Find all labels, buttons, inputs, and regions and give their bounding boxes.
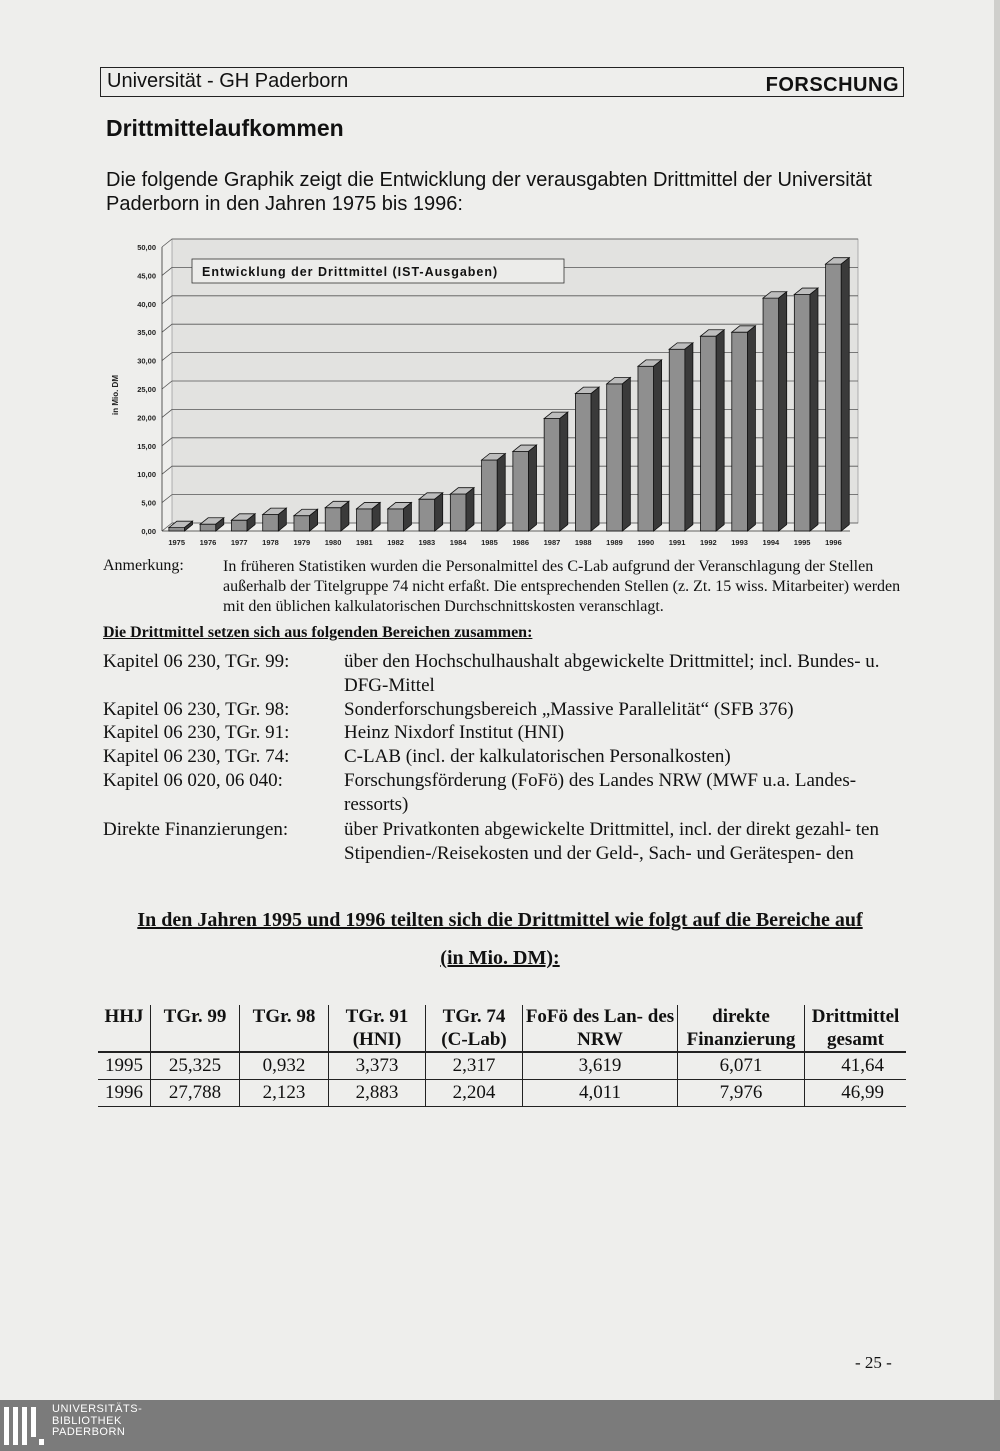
bar	[732, 332, 748, 531]
chapter-desc: Heinz Nixdorf Institut (HNI)	[344, 722, 565, 743]
bar	[325, 508, 341, 531]
table-cell: 7,976	[678, 1080, 805, 1107]
y-tick-label: 50,00	[137, 243, 156, 252]
chapter-desc: über Privatkonten abgewickelte Drittmittel, incl. der direkt gezahl- ten Stipendien-/Reisekosten und der Geld-, Sach- und Gerätespen- den	[344, 819, 879, 864]
y-tick-label: 40,00	[137, 299, 156, 309]
table-cell: 2,317	[426, 1052, 523, 1080]
x-tick-label: 1993	[731, 538, 748, 547]
note-text: In früheren Statistiken wurden die Personalmittel des C-Lab aufgrund der Veranschlagung der Stellen außerhalb der Titelgruppe 74 nicht erfaßt. Die entsprechenden Stellen (z. Zt. 15 wiss. Mitarbeiter) werden mit den üblichen kalkulatorischen Durchschnittskosten veranschlagt.	[223, 558, 901, 615]
table-cell: 46,99	[805, 1080, 907, 1107]
y-tick-label: 45,00	[137, 271, 156, 281]
bar	[513, 451, 529, 531]
chapter-label: Kapitel 06 230, TGr. 98:	[103, 699, 290, 720]
chapter-label: Kapitel 06 020, 06 040:	[103, 770, 283, 791]
table-cell: 2,123	[240, 1080, 329, 1107]
x-tick-label: 1996	[825, 538, 842, 547]
x-tick-label: 1992	[699, 538, 717, 547]
table-cell: 1996	[98, 1080, 151, 1107]
bar-side	[622, 377, 630, 531]
y-tick-label: 35,00	[137, 328, 156, 338]
bar	[231, 520, 247, 531]
y-tick-label: 20,00	[137, 413, 156, 423]
library-name-line: BIBLIOTHEK	[52, 1414, 122, 1427]
chapter-desc: Forschungsförderung (FoFö) des Landes NRW (MWF u.a. Landes- ressorts)	[344, 770, 857, 815]
table-cell: 0,932	[240, 1052, 329, 1080]
y-tick-label: 30,00	[137, 356, 156, 366]
bar	[263, 515, 279, 531]
chapter-desc: C-LAB (incl. der kalkulatorischen Personalkosten)	[344, 746, 731, 767]
x-tick-label: 1981	[355, 538, 373, 547]
header-section: FORSCHUNG	[765, 74, 899, 96]
x-tick-label: 1985	[481, 538, 498, 547]
bar	[826, 264, 842, 531]
bar-side	[654, 360, 662, 531]
x-tick-label: 1987	[543, 538, 561, 547]
table-cell: 2,204	[426, 1080, 523, 1107]
chapter-label: Kapitel 06 230, TGr. 74:	[103, 746, 290, 767]
table-cell: 6,071	[678, 1052, 805, 1080]
bar-side	[841, 258, 849, 531]
table-cell: 41,64	[805, 1052, 907, 1080]
x-tick-label: 1994	[762, 538, 780, 547]
library-logo-icon	[4, 1405, 44, 1449]
x-tick-label: 1976	[199, 538, 217, 547]
x-tick-label: 1982	[387, 538, 404, 547]
column-header: direkte Finanzierung	[678, 1005, 805, 1052]
y-tick-label: 25,00	[137, 385, 156, 394]
x-tick-label: 1995	[793, 538, 811, 547]
x-tick-label: 1984	[449, 538, 467, 547]
bar	[701, 336, 717, 531]
bar-side	[466, 488, 474, 531]
page-title: Drittmittelaufkommen	[106, 115, 344, 141]
x-tick-label: 1975	[168, 538, 186, 547]
bar	[357, 509, 373, 531]
distribution-heading-line1: In den Jahren 1995 und 1996 teilten sich die Drittmittel wie folgt auf die Bereiche auf	[137, 909, 863, 931]
bar-side	[685, 343, 693, 531]
bar-side	[779, 292, 787, 531]
bar	[450, 494, 466, 531]
bar	[419, 499, 435, 531]
page-header	[100, 67, 904, 97]
bar	[169, 528, 185, 531]
table-cell: 1995	[98, 1052, 151, 1080]
bar	[763, 298, 779, 531]
library-name-line: UNIVERSITÄTS-	[52, 1403, 143, 1415]
page-number: - 25 -	[855, 1353, 892, 1372]
distribution-heading	[100, 905, 900, 981]
y-tick-label: 0,00	[141, 527, 156, 536]
bar	[482, 460, 498, 531]
table-row	[98, 1080, 906, 1107]
bar-side	[560, 412, 568, 531]
x-tick-label: 1986	[512, 538, 530, 547]
chapter-label: Kapitel 06 230, TGr. 99:	[103, 651, 290, 672]
column-header: FoFö des Lan- des NRW	[523, 1005, 678, 1052]
x-tick-label: 1980	[324, 538, 342, 547]
x-tick-label: 1988	[574, 538, 592, 547]
bar	[794, 294, 810, 531]
bar	[669, 349, 685, 531]
x-tick-label: 1978	[262, 538, 279, 547]
drittmittel-bar-chart	[100, 235, 870, 555]
chart-title: Entwicklung der Drittmittel (IST-Ausgaben)	[202, 265, 499, 279]
chapter-label: Direkte Finanzierungen:	[103, 819, 289, 840]
bar	[638, 366, 654, 531]
y-tick-label: 10,00	[137, 470, 156, 480]
chapter-desc: Sonderforschungsbereich „Massive Parallelität“ (SFB 376)	[344, 699, 794, 720]
bar	[575, 394, 591, 531]
chapter-label: Kapitel 06 230, TGr. 91:	[103, 722, 290, 743]
y-tick-label: 5,00	[141, 498, 156, 508]
x-tick-label: 1977	[230, 538, 248, 547]
bar-side	[435, 493, 443, 531]
bar-side	[810, 288, 818, 531]
table-cell: 25,325	[151, 1052, 240, 1080]
composition-heading: Die Drittmittel setzen sich aus folgenden Bereichen zusammen:	[103, 624, 533, 641]
distribution-table	[98, 1005, 906, 1107]
x-tick-label: 1990	[637, 538, 655, 547]
column-header: TGr. 98	[240, 1005, 329, 1052]
table-cell: 27,788	[151, 1080, 240, 1107]
table-cell: 4,011	[523, 1080, 678, 1107]
bar-side	[529, 445, 537, 531]
table-header-row	[98, 1005, 906, 1052]
column-header: TGr. 74 (C-Lab)	[426, 1005, 523, 1052]
table-row	[98, 1052, 906, 1080]
column-header: TGr. 99	[151, 1005, 240, 1052]
library-name-line: PADERBORN	[52, 1426, 126, 1438]
bar-side	[716, 330, 724, 531]
column-header: Drittmittel gesamt	[805, 1005, 907, 1052]
y-tick-label: 15,00	[137, 441, 156, 451]
intro-paragraph: Die folgende Graphik zeigt die Entwicklung der verausgabten Drittmittel der Universität Paderborn in den Jahren 1975 bis 1996:	[106, 169, 872, 215]
x-tick-label: 1979	[293, 538, 311, 547]
distribution-heading-line2: (in Mio. DM):	[440, 947, 560, 969]
header-university: Universität - GH Paderborn	[107, 70, 349, 92]
bar-side	[591, 387, 599, 531]
chapter-desc: über den Hochschulhaushalt abgewickelte Drittmittel; incl. Bundes- u. DFG-Mittel	[344, 651, 880, 696]
bar	[294, 516, 310, 531]
column-header: TGr. 91 (HNI)	[329, 1005, 426, 1052]
page-edge	[994, 0, 1000, 1400]
x-tick-label: 1983	[418, 538, 436, 547]
table-cell: 3,619	[523, 1052, 678, 1080]
bar	[388, 509, 404, 531]
bar	[200, 524, 216, 531]
bar-side	[747, 326, 755, 531]
note-label: Anmerkung:	[103, 557, 184, 574]
column-header: HHJ	[98, 1005, 151, 1052]
bar-side	[497, 454, 505, 531]
y-axis-label: in Mio. DM	[111, 375, 120, 415]
library-footer-bar	[0, 1400, 1000, 1451]
x-tick-label: 1989	[606, 538, 623, 547]
table-cell: 2,883	[329, 1080, 426, 1107]
table-cell: 3,373	[329, 1052, 426, 1080]
bar	[607, 384, 623, 531]
library-name	[52, 1404, 142, 1439]
bar	[544, 419, 560, 531]
x-tick-label: 1991	[668, 538, 686, 547]
